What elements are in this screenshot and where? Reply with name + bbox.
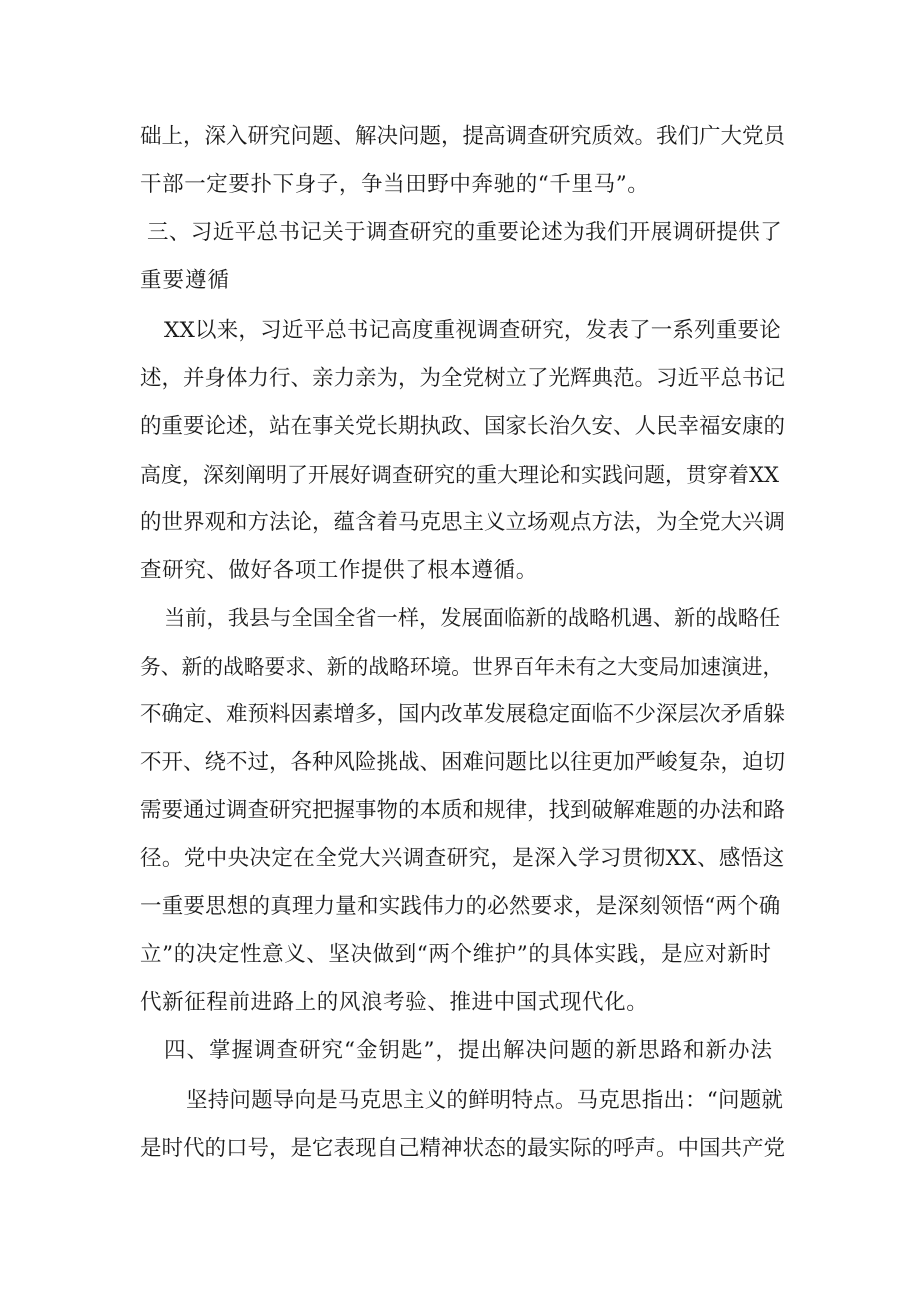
text-line: 的世界观和方法论，蕴含着马克思主义立场观点方法，为全党大兴调 [140,510,786,535]
section-heading-continued: 重要遵循 [140,268,231,293]
text-line: 干部一定要扑下身子，争当田野中奔驰的“千里马”。 [140,172,650,197]
section-heading: 三、习近平总书记关于调查研究的重要论述为我们开展调研提供了 [147,220,783,245]
text-line: 务、新的战略要求、新的战略环境。世界百年未有之大变局加速演进， [140,655,784,679]
paragraph-first-line: 当前，我县与全国全省一样，发展面临新的战略机遇、新的战略任 [164,606,781,631]
text-line: 查研究、做好各项工作提供了根本遵循。 [140,558,538,583]
text-line: 不确定、难预料因素增多，国内改革发展稳定面临不少深层次矛盾躲 [140,702,786,727]
text-line: 一重要思想的真理力量和实践伟力的必然要求，是深刻领悟“两个确 [140,894,781,919]
text-line: 述，并身体力行、亲力亲为，为全党树立了光辉典范。习近平总书记 [140,366,786,391]
text-line: 不开、绕不过，各种风险挑战、困难问题比以往更加严峻复杂，迫切 [140,750,786,775]
text-line: 需要通过调查研究把握事物的本质和规律，找到破解难题的办法和路 [140,798,786,823]
text-line: 础上，深入研究问题、解决问题，提高调查研究质效。我们广大党员 [140,124,786,149]
text-line: 的重要论述，站在事关党长期执政、国家长治久安、人民幸福安康的 [140,414,786,439]
text-line: 代新征程前进路上的风浪考验、推进中国式现代化。 [140,990,649,1015]
paragraph-first-line: XX以来，习近平总书记高度重视调查研究，发表了一系列重要论 [164,318,781,343]
paragraph-first-line: 坚持问题导向是马克思主义的鲜明特点。马克思指出：“问题就 [186,1088,784,1113]
text-line: 径。党中央决定在全党大兴调查研究，是深入学习贯彻XX、感悟这 [140,846,785,871]
text-line: 立”的决定性意义、坚决做到“两个维护”的具体实践，是应对新时 [140,942,772,967]
section-heading: 四、掌握调查研究“金钥匙”，提出解决问题的新思路和新办法 [164,1038,773,1063]
text-line: 高度，深刻阐明了开展好调查研究的重大理论和实践问题，贯穿着XX [140,463,779,487]
text-line: 是时代的口号，是它表现自己精神状态的最实际的呼声。中国共产党 [140,1136,786,1161]
